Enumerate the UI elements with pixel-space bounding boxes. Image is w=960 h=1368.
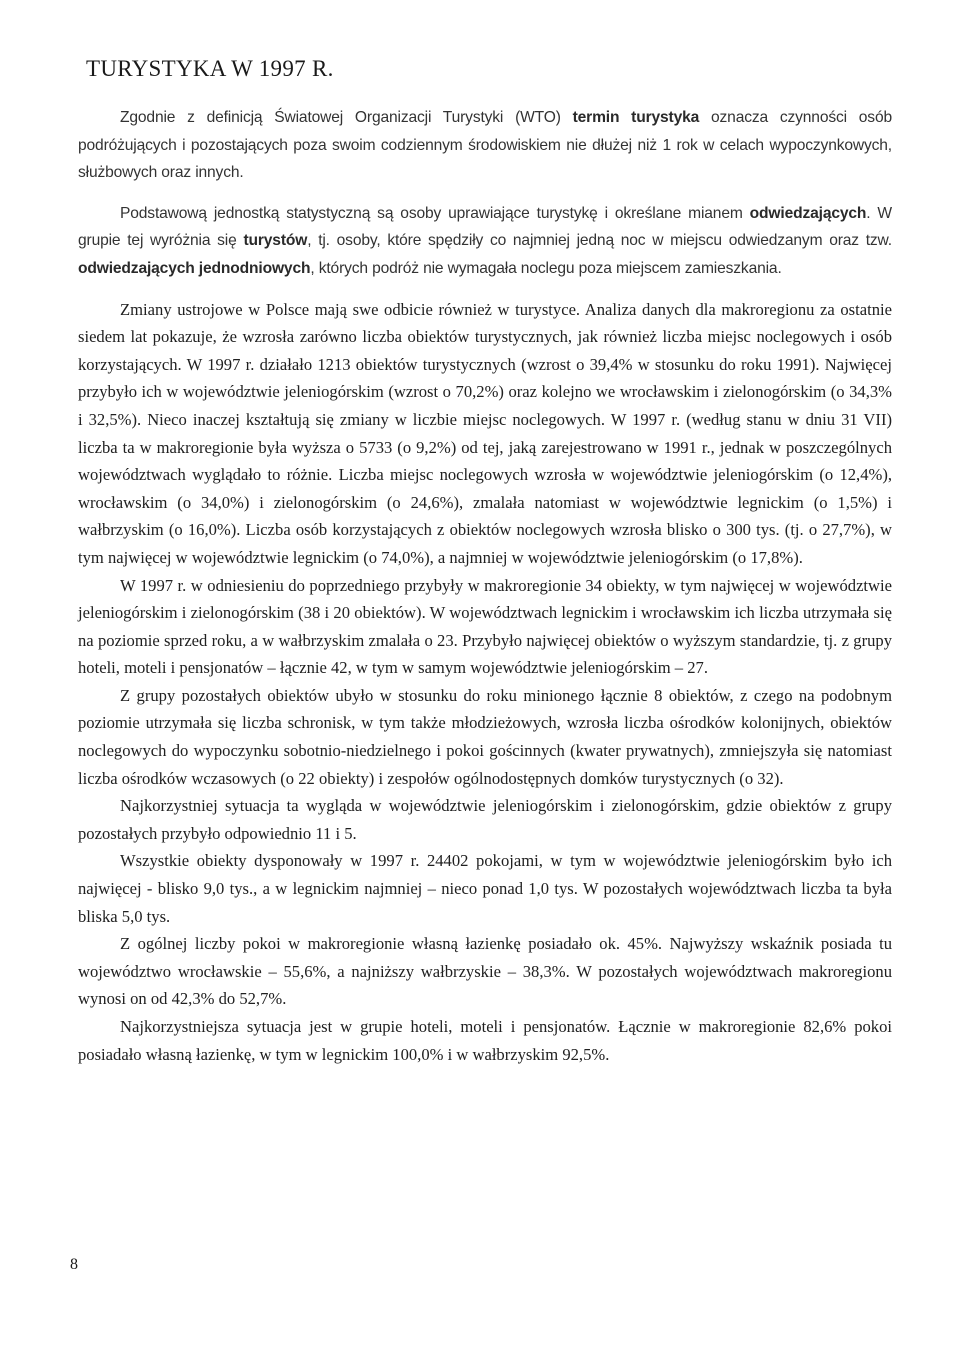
paragraph-unit [78, 200, 892, 283]
paragraph-best-situation: Najkorzystniej sytuacja ta wygląda w województwie jeleniogórskim i zielonogórskim, gdzie obiektów z grupy pozostałych przybyło odpowiednio 11 i 5. [78, 796, 892, 843]
bold-term: turystów [243, 232, 308, 250]
text-run: Podstawową jednostką statystyczną są osoby uprawiające turystykę i określane mianem [120, 204, 750, 222]
page-title: TURYSTYKA W 1997 R. [86, 56, 334, 81]
paragraph-other-objects: Z grupy pozostałych obiektów ubyło w stosunku do roku minionego łącznie 8 obiektów, z czego na podobnym poziomie utrzymała się liczba schronisk, w tym także młodzieżowych, wzrosła liczba ośrodków kolonijnych, obiektów noclegowych do wypoczynku sobotnio-niedzielnego i pokoi gościnnych (kwater prywatnych), zmniejszyła się natomiast liczba ośrodków wczasowych (o 22 obiekty) i zespołów ogólnodostępnych domków turystycznych (o 32). [78, 685, 892, 788]
text-run: , których podróż nie wymagała noclegu poza miejscem zamieszkania. [310, 259, 782, 277]
text-run: , tj. osoby, które spędziły co najmniej jedną noc w miejscu odwiedzanym oraz tzw. [307, 232, 892, 250]
text-run: oznacza czynności osób podróżujących i pozostających poza swoim codziennym środowiskiem nie dłużej niż 1 rok w celach wypoczynkowych, służbowych oraz innych. [78, 109, 892, 182]
paragraph-changes: Zmiany ustrojowe w Polsce mają swe odbicie również w turystyce. Analiza danych dla makroregionu za ostatnie siedem lat pokazuje, że wzrosła zarówno liczba obiektów turystycznych, jak również liczba miejsc noclegowych i osób korzystających. W 1997 r. działało 1213 obiektów turystycznych (wzrost o 39,4% w stosunku do roku 1991). Najwięcej przybyło ich w województwie jeleniogórskim (wzrost o 70,2%) oraz kolejno we wrocławskim i zielonogórskim (o 34,3% i 32,5%). Nieco inaczej kształtują się zmiany w liczbie miejsc noclegowych. W 1997 r. (według stanu w dniu 31 VII) liczba ta w makroregionie była wyższa o 5733 (o 9,2%) od tej, jaką zarejestrowano w 1991 r., jednak w poszczególnych województwach wyglądało to różnie. Liczba miejsc noclegowych wzrosła w województwie jeleniogórskim (o 12,4%), wrocławskim (o 34,0%) i zielonogórskim (o 24,6%), zmalała natomiast w województwie legnickim (o 1,5%) i wałbrzyskim (o 16,0%). Liczba osób korzystających z obiektów noclegowych wzrosła blisko o 300 tys. (tj. o 27,7%), w tym najwięcej w województwie legnickim (o 74,0%), a najmniej w województwie jeleniogórskim (o 17,8%). [78, 299, 892, 567]
text-run: Zgodnie z definicją Światowej Organizacji Turystyki (WTO) [120, 109, 573, 126]
paragraph-hotels: Najkorzystniejsza sytuacja jest w grupie hoteli, moteli i pensjonatów. Łącznie w makroregionie 82,6% pokoi posiadało własną łazienkę, w tym w legnickim 100,0% i w wałbrzyskim 92,5%. [78, 1017, 892, 1064]
page-number: 8 [70, 1256, 78, 1273]
paragraph-bathrooms: Z ogólnej liczby pokoi w makroregionie własną łazienkę posiadało ok. 45%. Najwyższy wskaźnik posiada tu województwo wrocławskie – 55,6%, a najniższy wałbrzyskie – 38,3%. W pozostałych województwach makroregionu wynosi on od 42,3% do 52,7%. [78, 934, 892, 1009]
bold-term: odwiedzających [749, 204, 867, 222]
paragraph-new-objects: W 1997 r. w odniesieniu do poprzedniego przybyły w makroregionie 34 obiekty, w tym najwięcej w województwie jeleniogórskim i zielonogórskim (38 i 20 obiektów). W województwach legnickim i wrocławskim ich liczba utrzymała się na poziomie sprzed roku, a w wałbrzyskim zmalała o 23. Przybyło najwięcej obiektów o wyższym standardzie, tj. z grupy hoteli, moteli i pensjonatów – łącznie 42, w tym w samym województwie jeleniogórskim – 27. [78, 575, 892, 678]
text-run: . W grupie tej wyróżnia się [78, 204, 893, 250]
document-page [78, 56, 892, 1068]
bold-term: odwiedzających jednodniowych [78, 259, 311, 277]
paragraph-rooms: Wszystkie obiekty dysponowały w 1997 r. 24402 pokojami, w tym w województwie jeleniogórskim było ich najwięcej - blisko 9,0 tys., a w legnickim najmniej – nieco ponad 1,0 tys. W pozostałych województwach liczba ta była bliska 5,0 tys. [78, 851, 892, 926]
paragraph-definition [78, 104, 892, 187]
bold-term: termin turystyka [572, 109, 700, 126]
